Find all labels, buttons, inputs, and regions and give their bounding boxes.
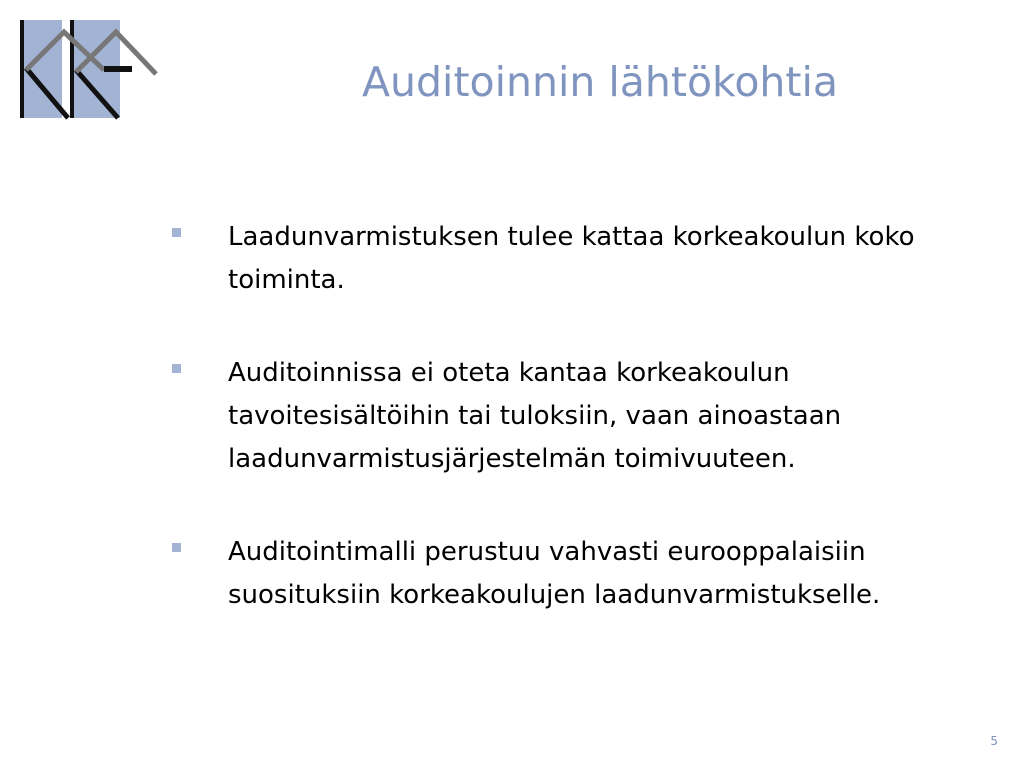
bullet-text: Auditointimalli perustuu vahvasti eurooppalaisiin suosituksiin korkeakoulujen laadunvarmistukselle. (228, 537, 881, 610)
bullet-item (170, 531, 970, 617)
bullet-item (170, 352, 970, 481)
bullet-list (170, 216, 970, 667)
slide-title: Auditoinnin lähtökohtia (362, 58, 838, 106)
square-bullet-icon (172, 364, 181, 373)
bullet-item (170, 216, 970, 302)
page-number: 5 (990, 734, 998, 748)
square-bullet-icon (172, 228, 181, 237)
square-bullet-icon (172, 543, 181, 552)
kka-logo-icon (18, 18, 160, 120)
bullet-text: Laadunvarmistuksen tulee kattaa korkeakoulun koko toiminta. (228, 222, 915, 295)
bullet-text: Auditoinnissa ei oteta kantaa korkeakoulun tavoitesisältöihin tai tuloksiin, vaan ainoastaan laadunvarmistusjärjestelmän toimivuuteen. (228, 358, 842, 474)
